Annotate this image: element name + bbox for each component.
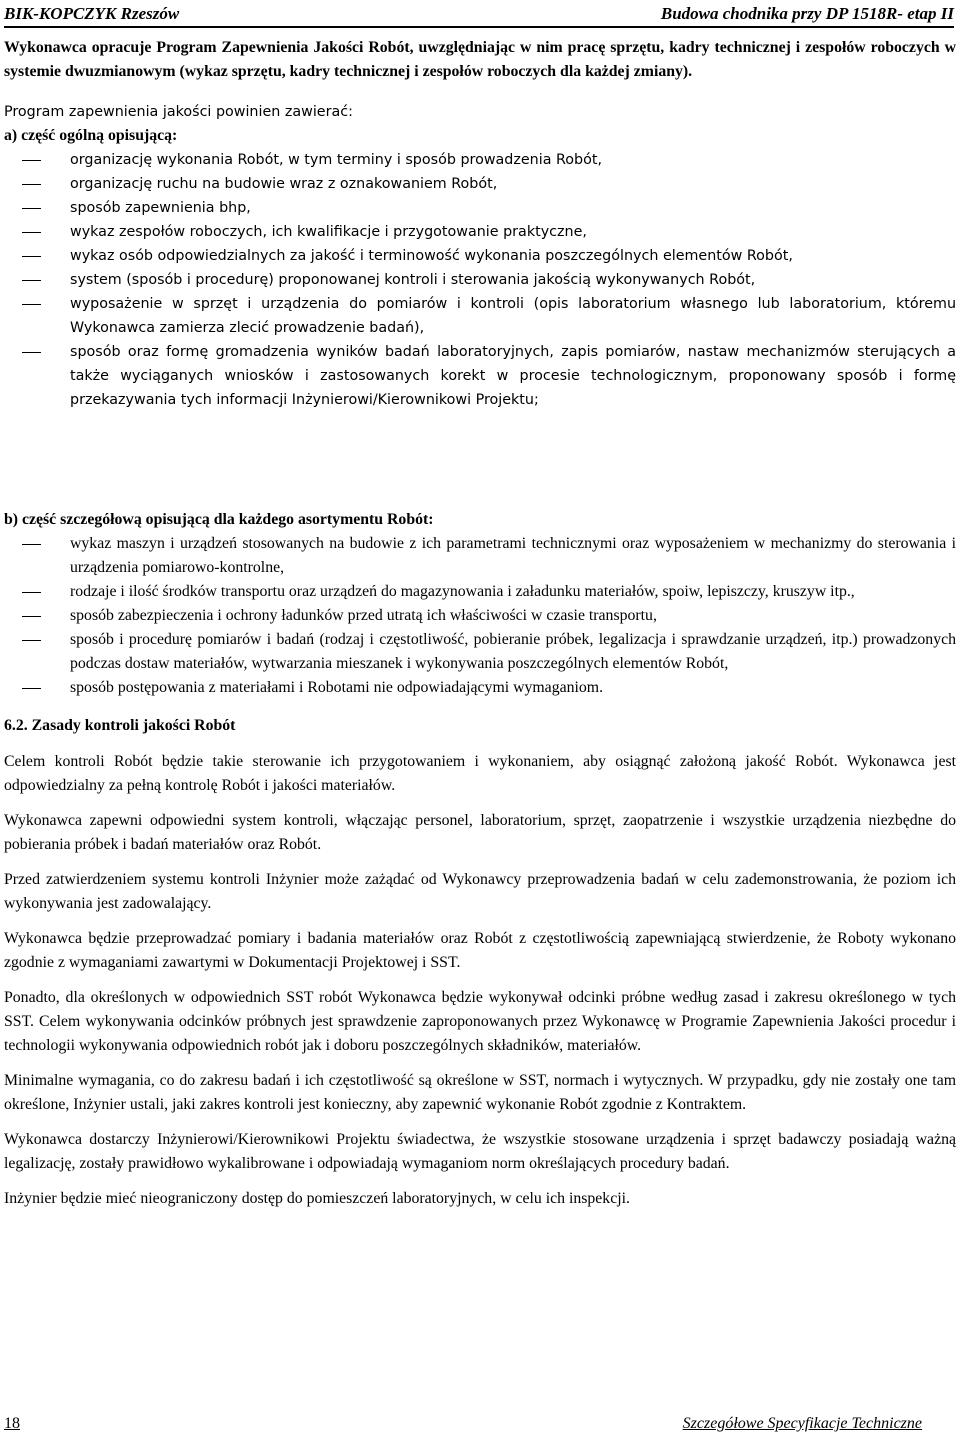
part-a-list	[4, 148, 956, 412]
part-b-heading: b) część szczegółową opisującą dla każdego asortymentu Robót:	[4, 511, 434, 528]
section-paragraph: Wykonawca dostarczy Inżynierowi/Kierownikowi Projektu świadectwa, że wszystkie stosowane urządzenia i sprzęt badawczy posiadają ważną legalizację, zostały prawidłowo wykalibrowane i odpowiadają wymaganiom norm określających procedury badań.	[4, 1131, 956, 1172]
footer-title: Szczegółowe Specyfikacje Techniczne	[682, 1415, 922, 1432]
list-item-text: sposób oraz formę gromadzenia wyników badań laboratoryjnych, zapis pomiarów, nastaw mechanizmów sterujących a także wyciąganych wniosków i zastosowanych korekt w procesie technologicznym, proponowany sposób i formę przekazywania tych informacji Inżynierowi/Kierownikowi Projektu;	[70, 344, 956, 408]
program-intro: Program zapewnienia jakości powinien zawierać:	[4, 104, 353, 120]
list-item-text: sposób postępowania z materiałami i Robotami nie odpowiadającymi wymaganiom.	[70, 679, 604, 696]
section-paragraph: Celem kontroli Robót będzie takie sterowanie ich przygotowaniem i wykonaniem, aby osiągnąć założoną jakość Robót. Wykonawca jest odpowiedzialny za pełną kontrolę Robót i jakości materiałów.	[4, 753, 956, 794]
list-item	[4, 268, 956, 292]
intro-paragraph: Wykonawca opracuje Program Zapewnienia Jakości Robót, uwzględniając w nim pracę sprzętu, kadry technicznej i zespołów roboczych w systemie dwuzmianowym (wykaz sprzętu, kadry technicznej i zespołów roboczych dla każdej zmiany).	[4, 39, 956, 80]
list-item-text: wykaz zespołów roboczych, ich kwalifikacje i przygotowanie praktyczne,	[70, 224, 587, 240]
list-item	[4, 292, 956, 340]
list-item-text: wykaz osób odpowiedzialnych za jakość i terminowość wykonania poszczególnych elementów Robót,	[70, 248, 793, 264]
section-paragraph: Ponadto, dla określonych w odpowiednich SST robót Wykonawca będzie wykonywał odcinki próbne według zasad i zakresu określonego w tych SST. Celem wykonywania odcinków próbnych jest sprawdzenie zaproponowanych przez Wykonawcę w Programie Zapewnienia Jakości procedur i technologii wykonywania odpowiednich robót jak i doboru poszczególnych składników, materiałów.	[4, 989, 956, 1054]
list-item	[4, 148, 956, 172]
part-b-list	[4, 532, 956, 700]
section-heading: 6.2. Zasady kontroli jakości Robót	[4, 717, 236, 734]
dash-bullet-icon	[22, 184, 41, 185]
list-item	[4, 340, 956, 412]
list-item-text: wyposażenie w sprzęt i urządzenia do pomiarów i kontroli (opis laboratorium własnego lub laboratorium, któremu Wykonawca zamierza zlecić prowadzenie badań),	[70, 296, 956, 336]
dash-bullet-icon	[22, 160, 41, 161]
dash-bullet-icon	[22, 304, 41, 305]
list-item	[4, 676, 956, 700]
list-item-text: rodzaje i ilość środków transportu oraz urządzeń do magazynowania i załadunku materiałów, spoiw, lepiszczy, kruszyw itp.,	[70, 583, 855, 600]
list-item-text: sposób zabezpieczenia i ochrony ładunków przed utratą ich właściwości w czasie transportu,	[70, 607, 657, 624]
list-item	[4, 604, 956, 628]
section-paragraph: Minimalne wymagania, co do zakresu badań i ich częstotliwość są określone w SST, normach i wytycznych. W przypadku, gdy nie zostały one tam określone, Inżynier ustali, jaki zakres kontroli jest konieczny, aby zapewnić wykonanie Robót zgodnie z Kontraktem.	[4, 1072, 956, 1113]
dash-bullet-icon	[22, 688, 41, 689]
section-paragraphs	[4, 750, 956, 1211]
page-header	[4, 4, 954, 28]
list-item	[4, 244, 956, 268]
list-item	[4, 628, 956, 676]
dash-bullet-icon	[22, 232, 41, 233]
header-project-title: Budowa chodnika przy DP 1518R- etap II	[660, 4, 954, 23]
section-paragraph: Przed zatwierdzeniem systemu kontroli Inżynier może zażądać od Wykonawcy przeprowadzenia badań w celu zademonstrowania, że poziom ich wykonywania jest zadowalający.	[4, 871, 956, 912]
list-item-text: sposób zapewnienia bhp,	[70, 200, 251, 216]
page-number: 18	[4, 1415, 20, 1432]
list-item	[4, 532, 956, 580]
list-item-text: organizację ruchu na budowie wraz z oznakowaniem Robót,	[70, 176, 498, 192]
list-item-text: organizację wykonania Robót, w tym terminy i sposób prowadzenia Robót,	[70, 152, 603, 168]
list-item	[4, 580, 956, 604]
list-item-text: system (sposób i procedurę) proponowanej kontroli i sterowania jakością wykonywanych Robót,	[70, 272, 756, 288]
header-company: BIK-KOPCZYK Rzeszów	[4, 4, 180, 23]
list-item	[4, 220, 956, 244]
list-item	[4, 172, 956, 196]
dash-bullet-icon	[22, 280, 41, 281]
dash-bullet-icon	[22, 208, 41, 209]
list-item	[4, 196, 956, 220]
dash-bullet-icon	[22, 640, 41, 641]
section-paragraph: Wykonawca zapewni odpowiedni system kontroli, włączając personel, laboratorium, sprzęt, zaopatrzenie i wszystkie urządzenia niezbędne do pobierania próbek i badań materiałów oraz Robót.	[4, 812, 956, 853]
dash-bullet-icon	[22, 616, 41, 617]
dash-bullet-icon	[22, 352, 41, 353]
dash-bullet-icon	[22, 256, 41, 257]
dash-bullet-icon	[22, 544, 41, 545]
document-body	[4, 36, 956, 1211]
section-paragraph: Wykonawca będzie przeprowadzać pomiary i badania materiałów oraz Robót z częstotliwością zapewniającą stwierdzenie, że Roboty wykonano zgodnie z wymaganiami zawartymi w Dokumentacji Projektowej i SST.	[4, 930, 956, 971]
section-paragraph: Inżynier będzie mieć nieograniczony dostęp do pomieszczeń laboratoryjnych, w celu ich inspekcji.	[4, 1190, 630, 1207]
list-item-text: wykaz maszyn i urządzeń stosowanych na budowie z ich parametrami technicznymi oraz wyposażeniem w mechanizmy do sterowania i urządzenia pomiarowo-kontrolne,	[70, 535, 956, 576]
dash-bullet-icon	[22, 592, 41, 593]
part-a-heading: a) część ogólną opisującą:	[4, 127, 178, 144]
list-item-text: sposób i procedurę pomiarów i badań (rodzaj i częstotliwość, pobieranie próbek, legalizacja i sprawdzanie urządzeń, itp.) prowadzonych podczas dostaw materiałów, wytwarzania mieszanek i wykonywania poszczególnych elementów Robót,	[70, 631, 956, 672]
